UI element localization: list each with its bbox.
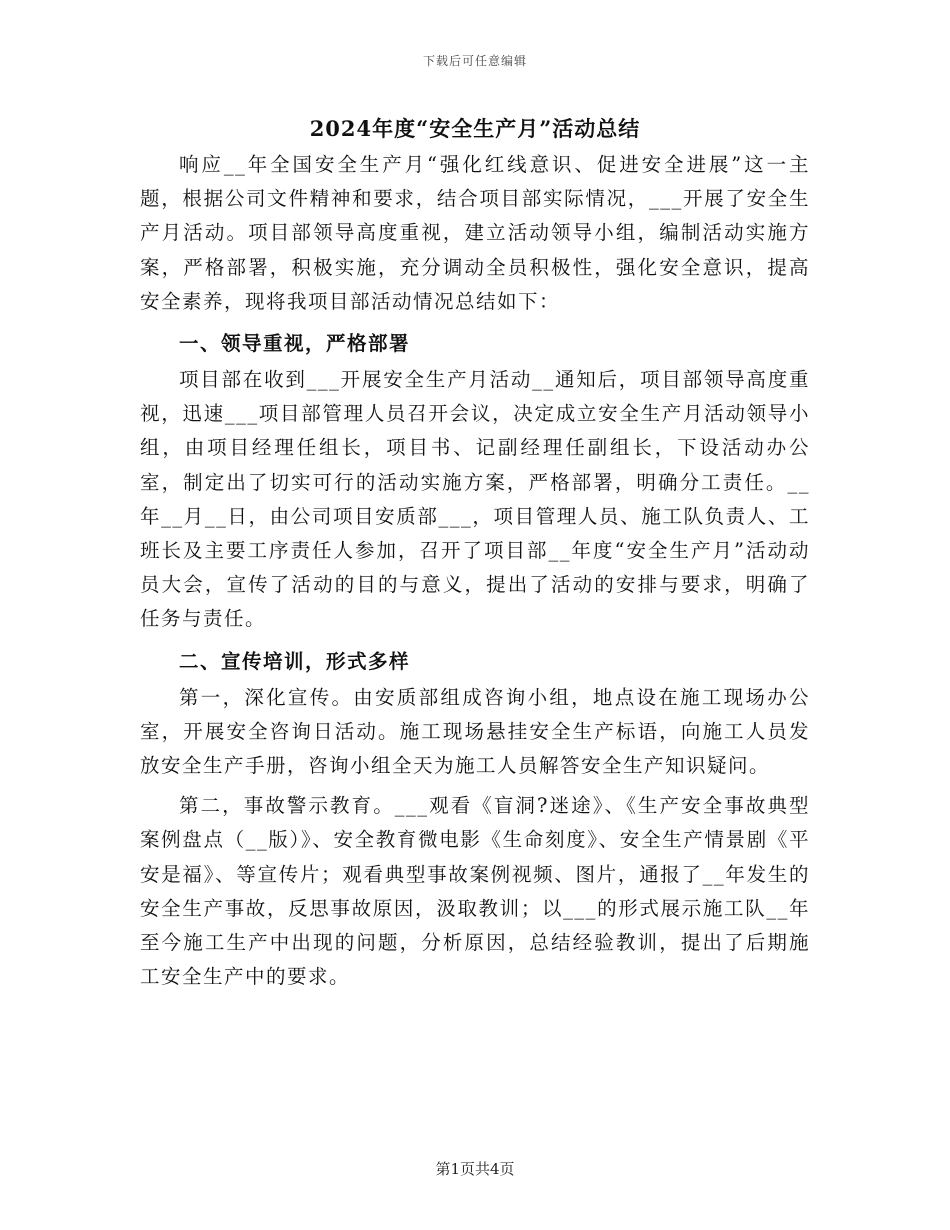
section2-paragraph-1: 第一，深化宣传。由安质部组成咨询小组，地点设在施工现场办公室，开展安全咨询日活动。施工现场悬挂安全生产标语，向施工人员发放安全生产手册，咨询小组全天为施工人员解答安全生产知识疑问。: [140, 685, 810, 778]
intro-paragraph: 响应__年全国安全生产月“强化红线意识、促进安全进展”这一主题，根据公司文件精神和要求，结合项目部实际情况，___开展了安全生产月活动。项目部领导高度重视，建立活动领导小组，编制活动实施方案，严格部署，积极实施，充分调动全员积极性，强化安全意识，提高安全素养，现将我项目部活动情况总结如下：: [140, 153, 810, 313]
page-footer: 第1页共4页: [435, 1160, 515, 1178]
document-body: [140, 148, 810, 994]
header-note: 下载后可任意编辑: [422, 54, 527, 68]
section2-paragraph-2: 第二，事故警示教育。___观看《盲洞?迷途》、《生产安全事故典型案例盘点（__版）》、安全教育微电影《生命刻度》、安全生产情景剧《平安是福》、等宣传片；观看典型事故案例视频、图片，通报了__年发生的安全生产事故，反思事故原因，汲取教训；以___的形式展示施工队__年至今施工生产中出现的问题，分析原因，总结经验教训，提出了后期施工安全生产中的要求。: [140, 794, 810, 989]
section1-heading: 一、领导重视，严格部署: [179, 332, 411, 356]
document-title: 2024年度“安全生产月”活动总结: [309, 116, 641, 141]
section2-heading: 二、宣传培训，形式多样: [179, 649, 411, 673]
section1-paragraph: 项目部在收到___开展安全生产月活动__通知后，项目部领导高度重视，迅速___项目部管理人员召开会议，决定成立安全生产月活动领导小组，由项目经理任组长，项目书、记副经理任副组长，下设活动办公室，制定出了切实可行的活动实施方案，严格部署，明确分工责任。__年__月__日，由公司项目安质部___，项目管理人员、施工队负责人、工班长及主要工序责任人参加，召开了项目部__年度“安全生产月”活动动员大会，宣传了活动的目的与意义，提出了活动的安排与要求，明确了任务与责任。: [140, 368, 810, 631]
